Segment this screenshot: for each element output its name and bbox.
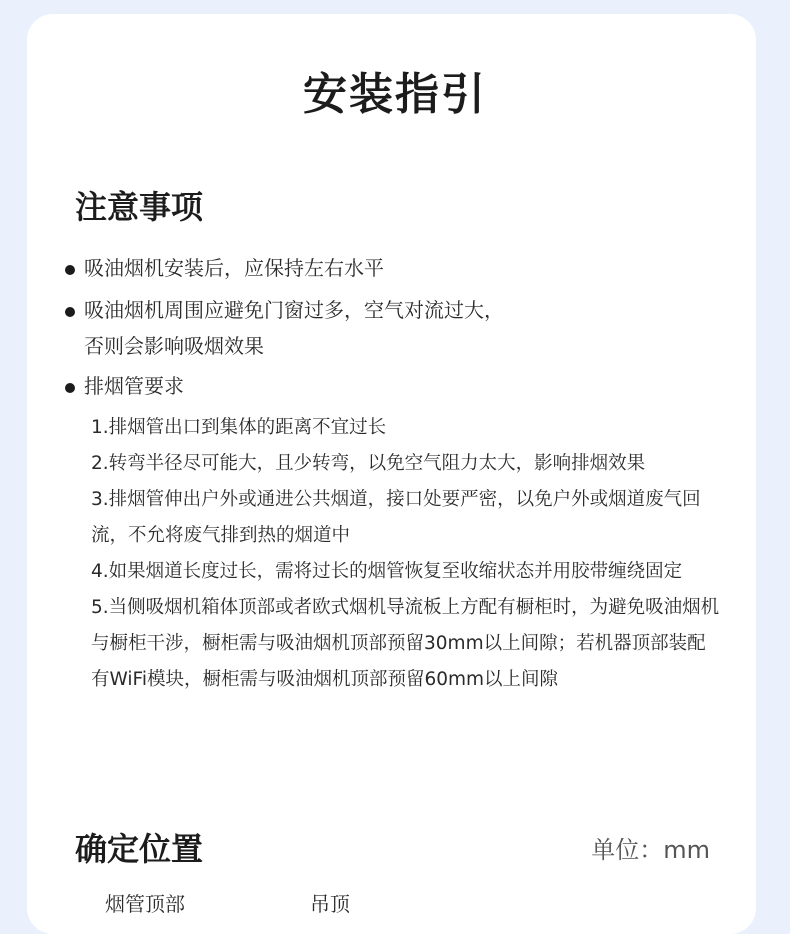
requirement-item: 2.转弯半径尽可能大，且少转弯，以免空气阻力太大，影响排烟效果: [91, 453, 646, 474]
bullet-dot-icon: [65, 383, 75, 393]
bullet-text: 吸油烟机周围应避免门窗过多，空气对流过大，: [84, 298, 504, 322]
bullet-text: 排烟管要求: [84, 374, 184, 398]
position-heading: 确定位置: [75, 830, 204, 868]
requirement-list: [91, 410, 721, 698]
bullet-dot-icon: [65, 307, 75, 317]
requirement-item: 4.如果烟道长度过长，需将过长的烟管恢复至收缩状态并用胶带缠绕固定: [91, 561, 683, 582]
bullet-item: [65, 368, 184, 404]
column-header-pipe-top: 烟管顶部: [105, 892, 185, 916]
bullet-dot-icon: [65, 265, 75, 275]
bullet-item: [65, 250, 384, 286]
bullet-text: 否则会影响吸烟效果: [84, 334, 264, 358]
requirement-item: 3.排烟管伸出户外或通进公共烟道，接口处要严密，以免户外或烟道废气回流，不允将废气排到热的烟道中: [91, 489, 701, 546]
unit-label: 单位：mm: [591, 836, 710, 864]
notes-heading: 注意事项: [75, 188, 204, 226]
page-title: 安装指引: [303, 69, 487, 120]
requirement-item: 1.排烟管出口到集体的距离不宜过长: [91, 417, 387, 438]
bullet-item: [65, 292, 504, 364]
requirement-item: 5.当侧吸烟机箱体顶部或者欧式烟机导流板上方配有橱柜时，为避免吸油烟机与橱柜干涉，橱柜需与吸油烟机顶部预留30mm以上间隙；若机器顶部装配有WiFi模块，橱柜需与吸油烟机顶部预留60mm以上间隙: [91, 597, 720, 690]
column-header-ceiling: 吊顶: [310, 892, 350, 916]
bullet-text: 吸油烟机安装后，应保持左右水平: [84, 256, 384, 280]
